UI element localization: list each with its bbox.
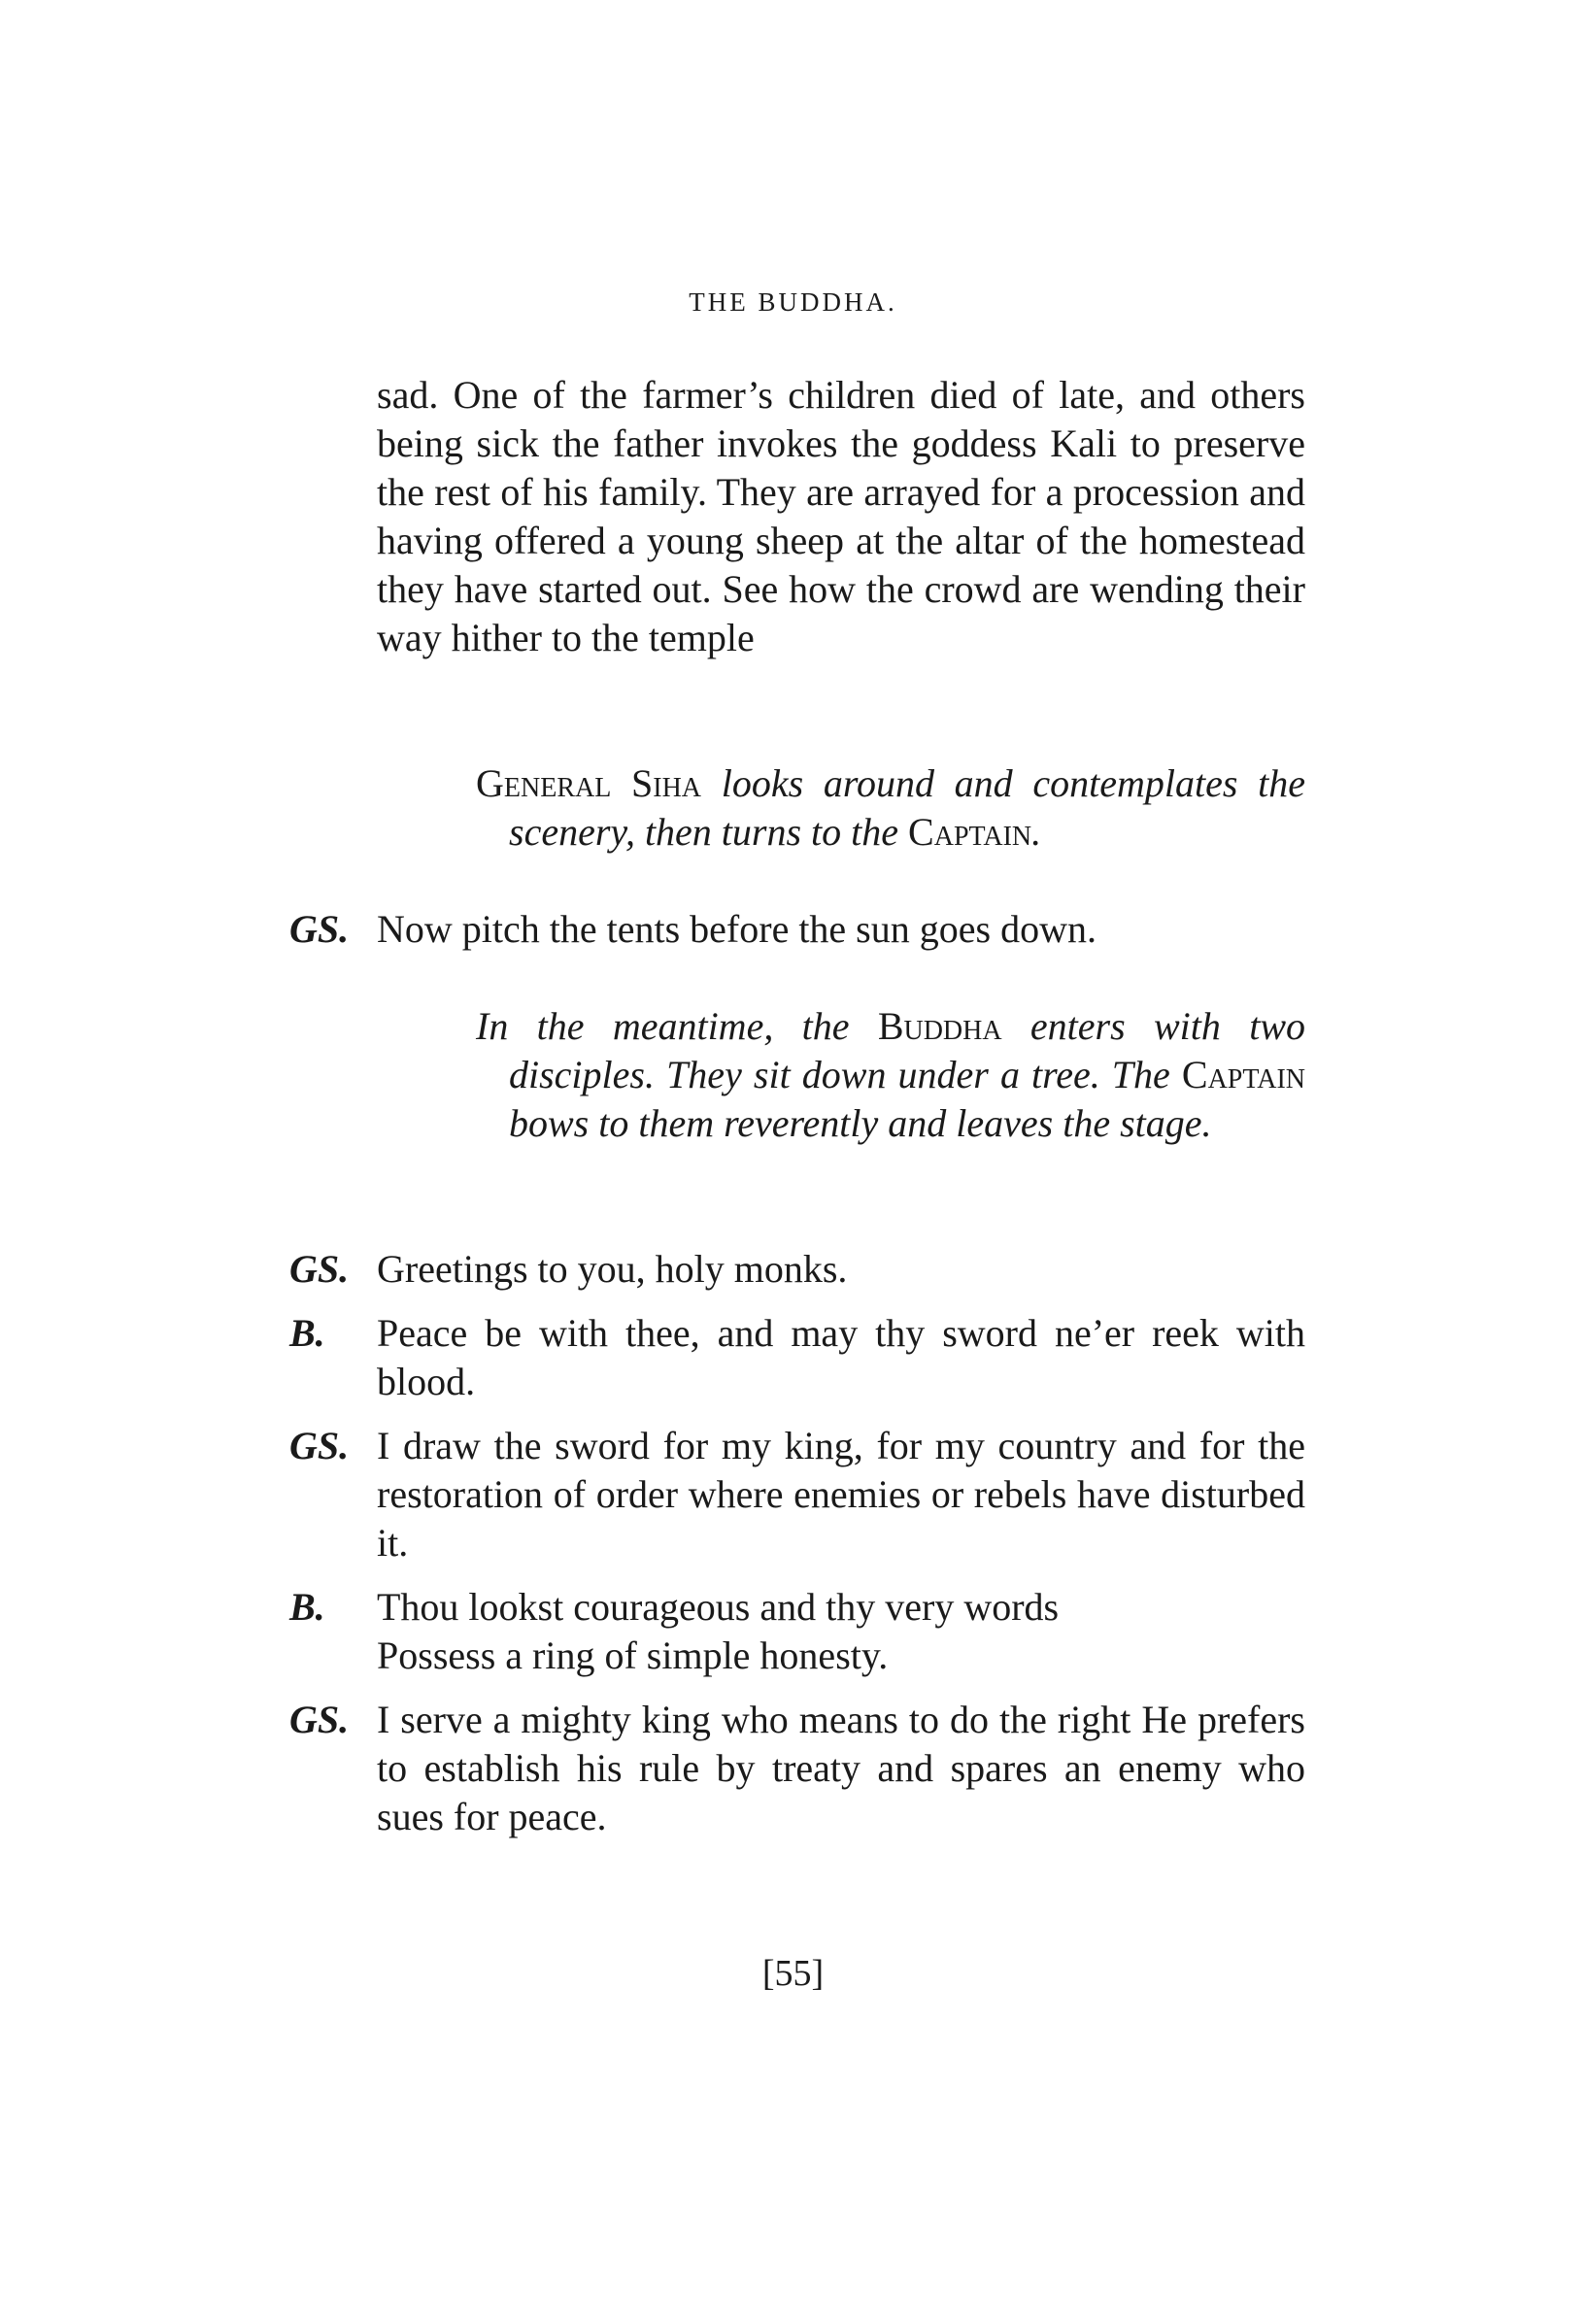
character-name: General Siha <box>476 761 702 805</box>
speech-text: I serve a mighty king who means to do the right He prefers to establish his rule by treaty and spares an enemy who sues for peace. <box>377 1698 1305 1838</box>
speaker-label: GS. <box>289 1247 350 1291</box>
verse-line-1: Thou lookst courageous and thy very words <box>377 1585 1060 1629</box>
stage-direction-text: enters with two disciples. They sit down under a tree. The <box>509 1004 1305 1096</box>
stage-direction-2 <box>476 1002 1305 1148</box>
speech-2 <box>289 1245 1305 1294</box>
speaker-label: GS. <box>289 1424 350 1467</box>
stage-direction-end: . <box>1031 810 1042 854</box>
character-name: Buddha <box>877 1004 1002 1048</box>
speech-1 <box>289 905 1305 954</box>
speaker-label: B. <box>289 1311 325 1355</box>
stage-direction-text: In the meantime, the <box>476 1004 878 1048</box>
speech-5 <box>289 1583 1305 1680</box>
stage-direction-text: bows to them reverently and leaves the stage. <box>509 1101 1212 1145</box>
running-head: THE BUDDHA. <box>689 287 897 317</box>
speaker-label: GS. <box>289 907 350 951</box>
speech-verse <box>377 1583 1305 1680</box>
opening-paragraph: sad. One of the farmer’s children died of late, and others being sick the father invokes the goddess Kali to preserve the rest of his family. They are arrayed for a procession and having offered a young sheep at the altar of the homestead they have started out. See how the crowd are wending their way hither to the temple <box>377 373 1305 659</box>
speech-text: I draw the sword for my king, for my country and for the restoration of order where enemies or rebels have disturbed it. <box>377 1424 1305 1565</box>
speech-3 <box>289 1309 1305 1406</box>
speech-text: Now pitch the tents before the sun goes down. <box>377 907 1097 951</box>
speech-text: Greetings to you, holy monks. <box>377 1247 848 1291</box>
speech-4 <box>289 1422 1305 1567</box>
page-number: [55] <box>761 1953 825 1994</box>
stage-direction-1 <box>476 759 1305 857</box>
verse-line-2: Possess a ring of simple honesty. <box>377 1634 889 1677</box>
speech-6 <box>289 1696 1305 1841</box>
speech-text: Peace be with thee, and may thy sword ne’er reek with blood. <box>377 1311 1305 1403</box>
character-name: Captain <box>908 810 1032 854</box>
speaker-label: GS. <box>289 1698 350 1741</box>
character-name: Captain <box>1181 1053 1305 1096</box>
stage-direction-text: looks around and contemplates the scenery, then turns to the <box>509 761 1306 854</box>
speaker-label: B. <box>289 1585 325 1629</box>
